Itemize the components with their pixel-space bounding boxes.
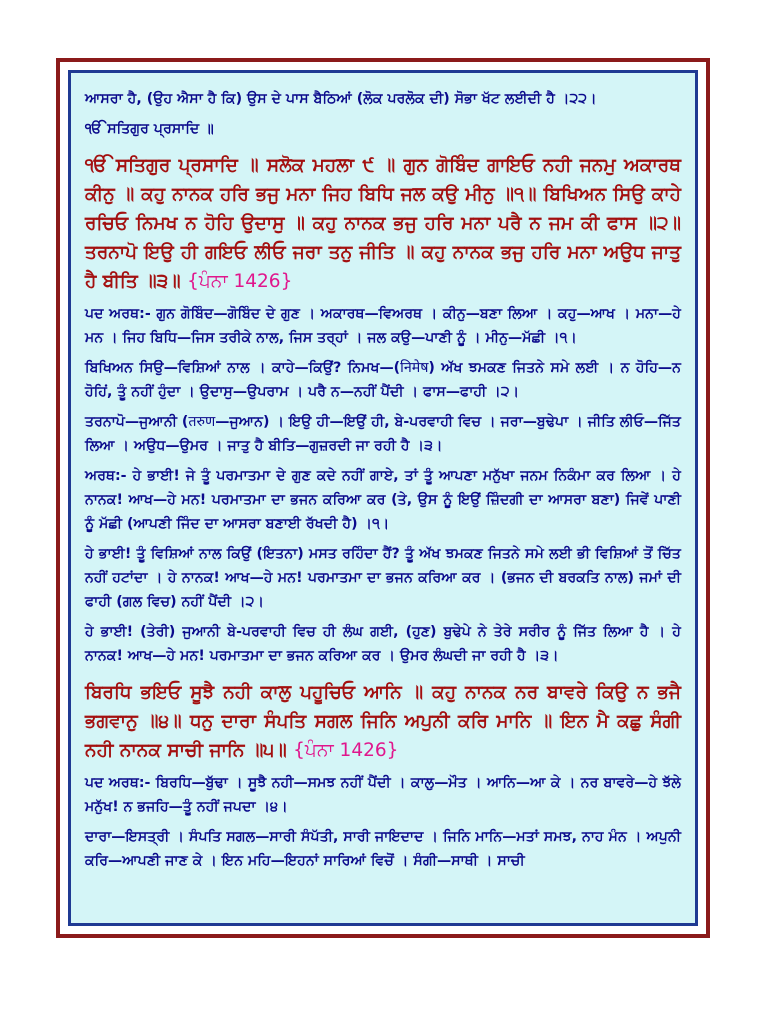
paragraph-bikhian (85, 356, 681, 404)
pad-arth-text-1: ਗੁਨ ਗੋਬਿੰਦ—ਗੋਬਿੰਦ ਦੇ ਗੁਣ । ਅਕਾਰਥ—ਵਿਅਰਥ । ਕੀਨੁ—ਬਣਾ ਲਿਆ । ਕਹੁ—ਆਖ । ਮਨਾ—ਹੇ ਮਨ । ਜਿਹ ਬਿਧਿ—ਜਿਸ ਤਰੀਕੇ ਨਾਲ, ਜਿਸ ਤਰ੍ਹਾਂ । ਜਲ ਕਉ—ਪਾਣੀ ਨੂੰ । ਮੀਨੁ—ਮੱਛੀ ।੧। (85, 306, 681, 346)
paragraph-1: ਆਸਰਾ ਹੈ, (ਉਹ ਐਸਾ ਹੈ ਕਿ) ਉਸ ਦੇ ਪਾਸ ਬੈਠਿਆਂ (ਲੋਕ ਪਰਲੋਕ ਦੀ) ਸੋਭਾ ਖੱਟ ਲਈਦੀ ਹੈ ।੨੨। (85, 91, 597, 107)
mool-mantar-line: ੴ ਸਤਿਗੁਰ ਪ੍ਰਸਾਦਿ ॥ (85, 121, 214, 137)
document-body (85, 87, 681, 879)
paragraph-explanation-3: ਹੇ ਭਾਈ! (ਤੇਰੀ) ਜੁਆਨੀ ਬੇ-ਪਰਵਾਹੀ ਵਿਚ ਹੀ ਲੰਘ ਗਈ, (ਹੁਣ) ਬੁਢੇਪੇ ਨੇ ਤੇਰੇ ਸਰੀਰ ਨੂੰ ਜਿੱਤ ਲਿਆ ਹੈ । ਹੇ ਨਾਨਕ! ਆਖ—ਹੇ ਮਨ! ਪਰਮਾਤਮਾ ਦਾ ਭਜਨ ਕਰਿਆ ਕਰ । ਉਮਰ ਲੰਘਦੀ ਜਾ ਰਹੀ ਹੈ ।੩। (85, 624, 681, 664)
shabad-verses-1 (85, 151, 681, 296)
pad-arth-label-1: ਪਦ ਅਰਥ:- (85, 306, 151, 322)
pad-arth-text-2: ਬਿਰਧਿ—ਬੁੱਢਾ । ਸੂਝੈ ਨਹੀ—ਸਮਝ ਨਹੀਂ ਪੈਂਦੀ । ਕਾਲੁ—ਮੌਤ । ਆਨਿ—ਆ ਕੇ । ਨਰ ਬਾਵਰੇ—ਹੇ ਝੱਲੇ ਮਨੁੱਖ! ਨ ਭਜਹਿ—ਤੂੰ ਨਹੀਂ ਜਪਦਾ ।੪। (85, 775, 681, 815)
devanagari-term-2: तरुण (188, 414, 216, 430)
page-ref-1: {ਪੰਨਾ 1426} (187, 271, 293, 292)
page-ref-2: {ਪੰਨਾ 1426} (293, 740, 399, 761)
arth-paragraph (85, 464, 681, 536)
pad-arth-2 (85, 771, 681, 819)
page-border (56, 58, 710, 938)
pad-arth-1 (85, 302, 681, 350)
content-panel (68, 70, 698, 926)
arth-label: ਅਰਥ:- (85, 468, 127, 484)
paragraph-dara: ਦਾਰਾ—ਇਸਤ੍ਰੀ । ਸੰਪਤਿ ਸਗਲ—ਸਾਰੀ ਸੰਪੱਤੀ, ਸਾਰੀ ਜਾਇਦਾਦ । ਜਿਨਿ ਮਾਨਿ—ਮਤਾਂ ਸਮਝ, ਨਾਹ ਮੰਨ । ਅਪੁਨੀ ਕਰਿ—ਆਪਣੀ ਜਾਣ ਕੇ । ਇਨ ਮਹਿ—ਇਹਨਾਂ ਸਾਰਿਆਂ ਵਿਚੋਂ । ਸੰਗੀ—ਸਾਥੀ । ਸਾਚੀ (85, 829, 681, 869)
shabad-verses-2 (85, 678, 681, 765)
tarnapo-text-b: —ਜੁਆਨ) । ਇਉ ਹੀ—ਇਉਂ ਹੀ, ਬੇ-ਪਰਵਾਹੀ ਵਿਚ । ਜਰਾ—ਬੁਢੇਪਾ । ਜੀਤਿ ਲੀਓ—ਜਿੱਤ ਲਿਆ । ਅਉਧ—ਉਮਰ । ਜਾਤੁ ਹੈ ਬੀਤਿ—ਗੁਜ਼ਰਦੀ ਜਾ ਰਹੀ ਹੈ ।੩। (85, 414, 681, 454)
pad-arth-label-2: ਪਦ ਅਰਥ:- (85, 775, 151, 791)
bikhian-text-a: ਬਿਖਿਅਨ ਸਿਉ—ਵਿਸ਼ਿਆਂ ਨਾਲ । ਕਾਹੇ—ਕਿਉਂ? ਨਿਮਖ—( (85, 360, 401, 376)
tarnapo-text-a: ਤਰਨਾਪੋ—ਜੁਆਨੀ ( (85, 414, 189, 430)
arth-text: ਹੇ ਭਾਈ! ਜੇ ਤੂੰ ਪਰਮਾਤਮਾ ਦੇ ਗੁਣ ਕਦੇ ਨਹੀਂ ਗਾਏ, ਤਾਂ ਤੂੰ ਆਪਣਾ ਮਨੁੱਖਾ ਜਨਮ ਨਿਕੰਮਾ ਕਰ ਲਿਆ । ਹੇ ਨਾਨਕ! ਆਖ—ਹੇ ਮਨ! ਪਰਮਾਤਮਾ ਦਾ ਭਜਨ ਕਰਿਆ ਕਰ (ਤੇ, ਉਸ ਨੂੰ ਇਉਂ ਜ਼ਿੰਦਗੀ ਦਾ ਆਸਰਾ ਬਣਾ) ਜਿਵੇਂ ਪਾਣੀ ਨੂੰ ਮੱਛੀ (ਆਪਣੀ ਜਿੰਦ ਦਾ ਆਸਰਾ ਬਣਾਈ ਰੱਖਦੀ ਹੈ) ।੧। (85, 468, 681, 532)
shabad-text-2: ਬਿਰਧਿ ਭਇਓ ਸੂਝੈ ਨਹੀ ਕਾਲੁ ਪਹੂਚਿਓ ਆਨਿ ॥ ਕਹੁ ਨਾਨਕ ਨਰ ਬਾਵਰੇ ਕਿਉ ਨ ਭਜੈ ਭਗਵਾਨੁ ॥੪॥ ਧਨੁ ਦਾਰਾ ਸੰਪਤਿ ਸਗਲ ਜਿਨਿ ਅਪੁਨੀ ਕਰਿ ਮਾਨਿ ॥ ਇਨ ਮੈ ਕਛੁ ਸੰਗੀ ਨਹੀ ਨਾਨਕ ਸਾਚੀ ਜਾਨਿ ॥੫॥ (85, 682, 681, 761)
devanagari-term-1: निमेष (400, 360, 429, 376)
bikhian-text-b: ) ਅੱਖ ਝਮਕਣ ਜਿਤਨੇ ਸਮੇ ਲਈ । ਨ ਹੋਹਿ—ਨ ਹੋਹਿਂ, ਤੂੰ ਨਹੀਂ ਹੁੰਦਾ । ਉਦਾਸੁ—ਉਪਰਾਮ । ਪਰੈ ਨ—ਨਹੀਂ ਪੈਂਦੀ । ਫਾਸ—ਫਾਹੀ ।੨। (85, 360, 681, 400)
shabad-text-1: ੴ ਸਤਿਗੁਰ ਪ੍ਰਸਾਦਿ ॥ ਸਲੋਕ ਮਹਲਾ ੯ ॥ ਗੁਨ ਗੋਬਿੰਦ ਗਾਇਓ ਨਹੀ ਜਨਮੁ ਅਕਾਰਥ ਕੀਨੁ ॥ ਕਹੁ ਨਾਨਕ ਹਰਿ ਭਜੁ ਮਨਾ ਜਿਹ ਬਿਧਿ ਜਲ ਕਉ ਮੀਨੁ ॥੧॥ ਬਿਖਿਅਨ ਸਿਉ ਕਾਹੇ ਰਚਿਓ ਨਿਮਖ ਨ ਹੋਹਿ ਉਦਾਸੁ ॥ ਕਹੁ ਨਾਨਕ ਭਜੁ ਹਰਿ ਮਨਾ ਪਰੈ ਨ ਜਮ ਕੀ ਫਾਸ ॥੨॥ ਤਰਨਾਪੋ ਇਉ ਹੀ ਗਇਓ ਲੀਓ ਜਰਾ ਤਨੁ ਜੀਤਿ ॥ ਕਹੁ ਨਾਨਕ ਭਜੁ ਹਰਿ ਮਨਾ ਅਉਧ ਜਾਤੁ ਹੈ ਬੀਤਿ ॥੩॥ (85, 155, 681, 292)
paragraph-tarnapo (85, 410, 681, 458)
paragraph-explanation-2: ਹੇ ਭਾਈ! ਤੂੰ ਵਿਸ਼ਿਆਂ ਨਾਲ ਕਿਉਂ (ਇਤਨਾ) ਮਸਤ ਰਹਿੰਦਾ ਹੈਂ? ਤੂੰ ਅੱਖ ਝਮਕਣ ਜਿਤਨੇ ਸਮੇ ਲਈ ਭੀ ਵਿਸ਼ਿਆਂ ਤੋਂ ਚਿੱਤ ਨਹੀਂ ਹਟਾਂਦਾ । ਹੇ ਨਾਨਕ! ਆਖ—ਹੇ ਮਨ! ਪਰਮਾਤਮਾ ਦਾ ਭਜਨ ਕਰਿਆ ਕਰ । (ਭਜਨ ਦੀ ਬਰਕਤਿ ਨਾਲ) ਜਮਾਂ ਦੀ ਫਾਹੀ (ਗਲ ਵਿਚ) ਨਹੀਂ ਪੈਂਦੀ ।੨। (85, 546, 681, 610)
